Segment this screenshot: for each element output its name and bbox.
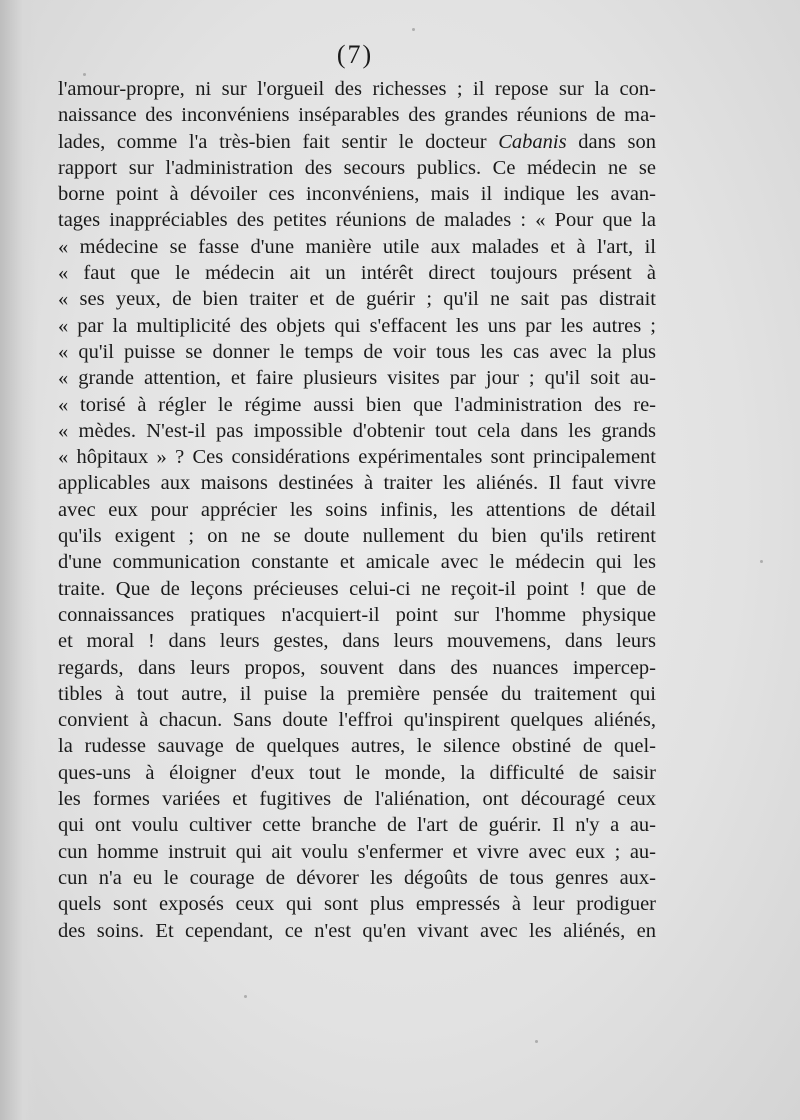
text-line: qu'ils exigent ; on ne se doute nullement du bien qu'ils retirent	[58, 525, 656, 548]
text-line: « médecine se fasse d'une manière utile aux malades et à l'art, il	[58, 235, 656, 258]
text-line: traite. Que de leçons précieuses celui-ci ne reçoit-il point ! que de	[58, 577, 656, 600]
text-line: cun homme instruit qui ait voulu s'enfermer et vivre avec eux ; au-	[58, 840, 656, 863]
text-line: naissance des inconvéniens inséparables des grandes réunions de ma-	[58, 104, 656, 127]
text-line: ques-uns à éloigner d'eux tout le monde, la difficulté de saisir	[58, 761, 656, 784]
text-line: « par la multiplicité des objets qui s'effacent les uns par les autres ;	[58, 314, 656, 337]
text-line: tages inappréciables des petites réunions de malades : « Pour que la	[58, 209, 656, 232]
text-line: convient à chacun. Sans doute l'effroi qu'inspirent quelques aliénés,	[58, 709, 656, 732]
text-line: cun n'a eu le courage de dévorer les dégoûts de tous genres aux-	[58, 866, 656, 889]
text-line: « faut que le médecin ait un intérêt direct toujours présent à	[58, 262, 656, 285]
italic-name: Cabanis	[498, 130, 567, 153]
text-line: « hôpitaux » ? Ces considérations expérimentales sont principalement	[58, 446, 656, 469]
paper-speck	[535, 1040, 538, 1043]
text-line: la rudesse sauvage de quelques autres, le silence obstiné de quel-	[58, 735, 656, 758]
paper-speck	[244, 995, 247, 998]
paper-speck	[412, 28, 415, 31]
text-line: « torisé à régler le régime aussi bien que l'administration des re-	[58, 393, 656, 416]
paper-speck	[760, 560, 763, 563]
text-line: « qu'il puisse se donner le temps de voir tous les cas avec la plus	[58, 340, 656, 363]
text-line: regards, dans leurs propos, souvent dans des nuances impercep-	[58, 656, 656, 679]
page-number: (7)	[336, 40, 374, 69]
text-line: les formes variées et fugitives de l'aliénation, ont découragé ceux	[58, 788, 656, 811]
text-line: « mèdes. N'est-il pas impossible d'obtenir tout cela dans les grands	[58, 419, 656, 442]
text-line: d'une communication constante et amicale avec le médecin qui les	[58, 551, 656, 574]
text-line: applicables aux maisons destinées à traiter les aliénés. Il faut vivre	[58, 472, 656, 495]
text-line: borne point à dévoiler ces inconvéniens, mais il indique les avan-	[58, 183, 656, 206]
text-line: connaissances pratiques n'acquiert-il point sur l'homme physique	[58, 603, 656, 626]
text-line: rapport sur l'administration des secours publics. Ce médecin ne se	[58, 156, 656, 179]
text-line: « grande attention, et faire plusieurs visites par jour ; qu'il soit au-	[58, 367, 656, 390]
text-line: avec eux pour apprécier les soins infinis, les attentions de détail	[58, 498, 656, 521]
text-line: des soins. Et cependant, ce n'est qu'en vivant avec les aliénés, en	[58, 919, 656, 942]
text-line: quels sont exposés ceux qui sont plus empressés à leur prodiguer	[58, 893, 656, 916]
paper-speck	[83, 73, 86, 76]
text-line: tibles à tout autre, il puise la première pensée du traitement qui	[58, 682, 656, 705]
text-line: et moral ! dans leurs gestes, dans leurs mouvemens, dans leurs	[58, 630, 656, 653]
text-line: l'amour-propre, ni sur l'orgueil des richesses ; il repose sur la con-	[58, 78, 656, 100]
binding-shadow	[0, 0, 38, 1120]
body-text	[58, 76, 656, 944]
text-line: « ses yeux, de bien traiter et de guérir ; qu'il ne sait pas distrait	[58, 288, 656, 311]
text-line: qui ont voulu cultiver cette branche de l'art de guérir. Il n'y a au-	[58, 814, 656, 837]
text-line: lades, comme l'a très-bien fait sentir le docteur Cabanis dans son	[58, 130, 656, 153]
